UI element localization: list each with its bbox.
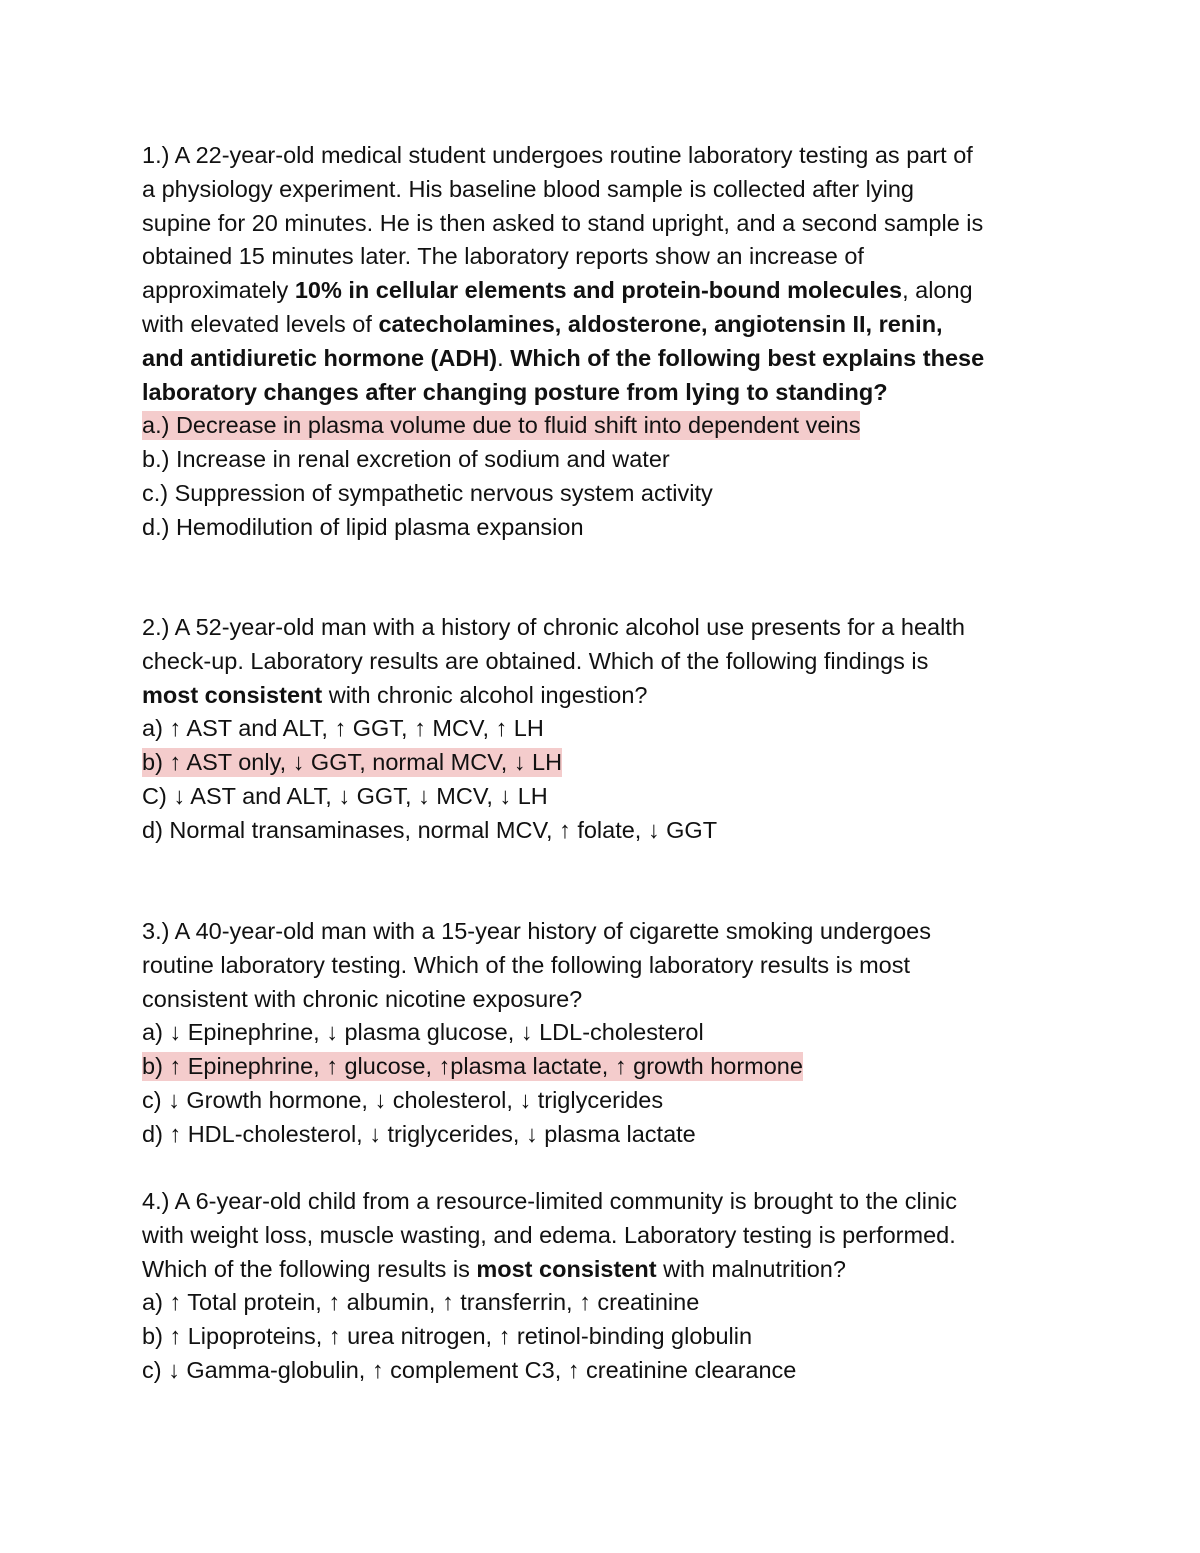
highlighted-answer: b) ↑ Epinephrine, ↑ glucose, ↑plasma lactate, ↑ growth hormone <box>142 1053 803 1080</box>
bold-text: Which of the following best explains these <box>510 344 985 371</box>
answer-option <box>142 746 1072 780</box>
answer-text: a) ↑ AST and ALT, ↑ GGT, ↑ MCV, ↑ LH <box>142 715 544 742</box>
answer-option <box>142 780 1072 814</box>
question-3 <box>142 915 1072 1152</box>
stem-text: with chronic alcohol ingestion? <box>322 681 648 708</box>
stem-text: , along <box>902 277 973 304</box>
question-stem-line <box>142 139 1072 173</box>
stem-text: . <box>497 344 511 371</box>
question-stem-line <box>142 949 1072 983</box>
question-stem-line <box>142 274 1072 308</box>
question-stem-line <box>142 240 1072 274</box>
answer-text: d.) Hemodilution of lipid plasma expansion <box>142 513 584 540</box>
question-stem-line <box>142 645 1072 679</box>
answer-text: b) ↑ Lipoproteins, ↑ urea nitrogen, ↑ retinol-binding globulin <box>142 1323 753 1350</box>
stem-text: check-up. Laboratory results are obtained. Which of the following findings is <box>142 647 929 674</box>
answer-option <box>142 1354 1072 1388</box>
highlighted-answer: b) ↑ AST only, ↓ GGT, normal MCV, ↓ LH <box>142 749 563 776</box>
answer-text: C) ↓ AST and ALT, ↓ GGT, ↓ MCV, ↓ LH <box>142 782 548 809</box>
question-stem-line <box>142 376 1072 410</box>
bold-text: catecholamines, aldosterone, angiotensin II, renin, <box>378 310 943 337</box>
answer-text: a) ↓ Epinephrine, ↓ plasma glucose, ↓ LDL-cholesterol <box>142 1019 704 1046</box>
answer-text: d) ↑ HDL-cholesterol, ↓ triglycerides, ↓ plasma lactate <box>142 1120 696 1147</box>
answer-text: c.) Suppression of sympathetic nervous system activity <box>142 479 713 506</box>
question-stem-line <box>142 1253 1072 1287</box>
stem-text: Which of the following results is <box>142 1255 477 1282</box>
question-stem-line <box>142 1185 1072 1219</box>
answer-option <box>142 443 1072 477</box>
answer-option <box>142 1118 1072 1152</box>
stem-text: 4.) A 6-year-old child from a resource-limited community is brought to the clinic <box>142 1188 957 1214</box>
answer-option <box>142 511 1072 545</box>
bold-text: and antidiuretic hormone (ADH) <box>142 344 498 371</box>
stem-text: with malnutrition? <box>656 1255 846 1282</box>
question-stem-line <box>142 342 1072 376</box>
bold-text: laboratory changes after changing posture from lying to standing? <box>142 378 888 405</box>
question-stem-line <box>142 173 1072 207</box>
stem-text: with elevated levels of <box>142 310 379 337</box>
question-2 <box>142 611 1072 848</box>
question-stem-line <box>142 679 1072 713</box>
answer-text: a) ↑ Total protein, ↑ albumin, ↑ transferrin, ↑ creatinine <box>142 1289 700 1316</box>
answer-text: c) ↓ Gamma-globulin, ↑ complement C3, ↑ creatinine clearance <box>142 1356 797 1383</box>
answer-option <box>142 814 1072 848</box>
answer-option <box>142 1320 1072 1354</box>
bold-text: most consistent <box>476 1255 657 1282</box>
answer-option <box>142 409 1072 443</box>
stem-text: 1.) A 22-year-old medical student undergoes routine laboratory testing as part of <box>142 142 973 168</box>
question-stem-line <box>142 308 1072 342</box>
stem-text: supine for 20 minutes. He is then asked to stand upright, and a second sample is <box>142 209 984 236</box>
highlighted-answer: a.) Decrease in plasma volume due to fluid shift into dependent veins <box>142 412 861 439</box>
question-stem-line <box>142 611 1072 645</box>
stem-text: approximately <box>142 277 295 304</box>
question-1 <box>142 139 1072 545</box>
answer-option <box>142 1286 1072 1320</box>
question-stem-line <box>142 915 1072 949</box>
answer-option <box>142 1050 1072 1084</box>
stem-text: routine laboratory testing. Which of the following laboratory results is most <box>142 951 911 978</box>
answer-option <box>142 1084 1072 1118</box>
stem-text: obtained 15 minutes later. The laboratory reports show an increase of <box>142 243 864 270</box>
answer-text: b.) Increase in renal excretion of sodium and water <box>142 446 670 473</box>
stem-text: consistent with chronic nicotine exposure? <box>142 985 583 1012</box>
stem-text: 3.) A 40-year-old man with a 15-year history of cigarette smoking undergoes <box>142 918 931 944</box>
question-stem-line <box>142 207 1072 241</box>
answer-text: c) ↓ Growth hormone, ↓ cholesterol, ↓ triglycerides <box>142 1086 664 1113</box>
stem-text: a physiology experiment. His baseline blood sample is collected after lying <box>142 175 914 202</box>
question-stem-line <box>142 983 1072 1017</box>
stem-text: 2.) A 52-year-old man with a history of chronic alcohol use presents for a health <box>142 614 965 640</box>
stem-text: with weight loss, muscle wasting, and edema. Laboratory testing is performed. <box>142 1221 956 1248</box>
answer-option <box>142 477 1072 511</box>
answer-option <box>142 1016 1072 1050</box>
answer-option <box>142 712 1072 746</box>
answer-text: d) Normal transaminases, normal MCV, ↑ folate, ↓ GGT <box>142 816 718 843</box>
bold-text: most consistent <box>142 681 323 708</box>
bold-text: 10% in cellular elements and protein-bound molecules <box>294 277 903 304</box>
question-4 <box>142 1185 1072 1388</box>
question-stem-line <box>142 1219 1072 1253</box>
